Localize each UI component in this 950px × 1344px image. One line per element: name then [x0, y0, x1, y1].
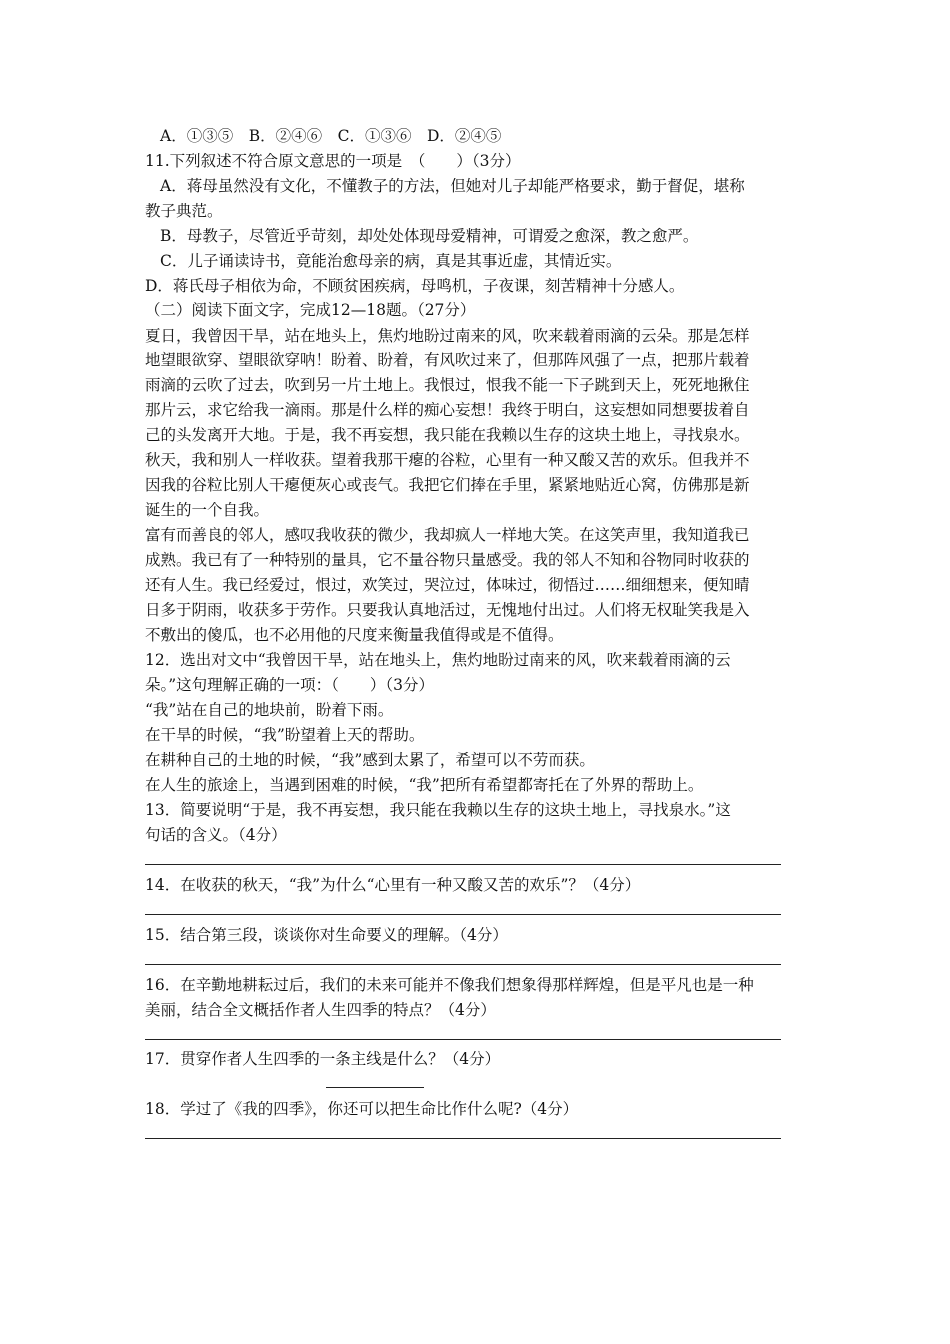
- q11-option-d: D．蒋氏母子相依为命，不顾贫困疾病，母鸣机，子夜课，刻苦精神十分感人。: [145, 277, 685, 295]
- q12-option: 在耕种自己的土地的时候，“我”感到太累了，希望可以不劳而获。: [145, 751, 595, 769]
- q12-option: 在干旱的时候，“我”盼望着上天的帮助。: [145, 726, 425, 744]
- passage-line: 成熟。我已有了一种特别的量具，它不量谷物只量感受。我的邻人不知和谷物同时收获的: [145, 551, 750, 569]
- q10-options: A．①③⑤ B．②④⑥ C．①③⑥ D．②④⑤: [160, 127, 502, 145]
- q17-answer-line[interactable]: [326, 1087, 424, 1088]
- q16-stem: 16．在辛勤地耕耘过后，我们的未来可能并不像我们想象得那样辉煌，但是平凡也是一种: [145, 976, 754, 994]
- q12-option: “我”站在自己的地块前，盼着下雨。: [145, 701, 394, 719]
- q14-stem: 14．在收获的秋天，“我”为什么“心里有一种又酸又苦的欢乐”？（4分）: [145, 876, 641, 894]
- q12-stem-cont: 朵。”这句理解正确的一项：（ ）（3分）: [145, 676, 435, 694]
- passage-line: 己的头发离开大地。于是，我不再妄想，我只能在我赖以生存的这块土地上，寻找泉水。: [145, 426, 750, 444]
- q11-stem: 11.下列叙述不符合原文意思的一项是 （ ）（3分）: [145, 152, 521, 170]
- passage-line: 日多于阴雨，收获多于劳作。只要我认真地活过，无愧地付出过。人们将无权耻笑我是入: [145, 601, 750, 619]
- q12-stem: 12．选出对文中“我曾因干旱，站在地头上，焦灼地盼过南来的风，吹来载着雨滴的云: [145, 651, 731, 669]
- q16-answer-line[interactable]: [145, 1039, 781, 1040]
- q15-answer-line[interactable]: [145, 964, 781, 965]
- q16-stem-cont: 美丽，结合全文概括作者人生四季的特点？（4分）: [145, 1001, 496, 1019]
- q14-answer-line[interactable]: [145, 914, 781, 915]
- q18-stem: 18．学过了《我的四季》，你还可以把生命比作什么呢?（4分）: [145, 1100, 579, 1118]
- passage-line: 秋天，我和别人一样收获。望着我那干瘪的谷粒，心里有一种又酸又苦的欢乐。但我并不: [145, 451, 750, 469]
- q12-option: 在人生的旅途上，当遇到困难的时候，“我”把所有希望都寄托在了外界的帮助上。: [145, 776, 704, 794]
- passage-line: 还有人生。我已经爱过，恨过，欢笑过，哭泣过，体味过，彻悟过……细细想来，便知晴: [145, 576, 750, 594]
- section-heading: （二）阅读下面文字，完成12—18题。（27分）: [145, 301, 476, 319]
- q13-stem-cont: 句话的含义。（4分）: [145, 826, 287, 844]
- q11-option-a-cont: 教子典范。: [145, 202, 223, 220]
- q11-option-a: A．蒋母虽然没有文化，不懂教子的方法，但她对儿子却能严格要求，勤于督促，堪称: [160, 177, 745, 195]
- q13-answer-line[interactable]: [145, 864, 781, 865]
- passage-line: 富有而善良的邻人，感叹我收获的微少，我却疯人一样地大笑。在这笑声里，我知道我已: [145, 526, 750, 544]
- passage-line: 诞生的一个自我。: [145, 501, 270, 519]
- q17-stem: 17．贯穿作者人生四季的一条主线是什么？（4分）: [145, 1050, 501, 1068]
- passage-line: 那片云，求它给我一滴雨。那是什么样的痴心妄想！我终于明白，这妄想如同想要拔着自: [145, 401, 750, 419]
- q18-answer-line[interactable]: [145, 1138, 781, 1139]
- q11-option-c: C．儿子诵读诗书，竟能治愈母亲的病，真是其事近虚，其情近实。: [160, 252, 622, 270]
- passage-line: 夏日，我曾因干旱，站在地头上，焦灼地盼过南来的风，吹来载着雨滴的云朵。那是怎样: [145, 327, 750, 345]
- passage-line: 不敷出的傻瓜，也不必用他的尺度来衡量我值得或是不值得。: [145, 626, 564, 644]
- q15-stem: 15．结合第三段，谈谈你对生命要义的理解。（4分）: [145, 926, 508, 944]
- passage-line: 因我的谷粒比别人干瘪便灰心或丧气。我把它们捧在手里，紧紧地贴近心窝，仿佛那是新: [145, 476, 750, 494]
- q13-stem: 13．简要说明“于是，我不再妄想，我只能在我赖以生存的这块土地上，寻找泉水。”这: [145, 801, 731, 819]
- q11-option-b: B．母教子，尽管近乎苛刻，却处处体现母爱精神，可谓爱之愈深，教之愈严。: [160, 227, 699, 245]
- passage-line: 雨滴的云吹了过去，吹到另一片土地上。我恨过，恨我不能一下子跳到天上，死死地揪住: [145, 376, 750, 394]
- passage-line: 地望眼欲穿、望眼欲穿呐！盼着、盼着，有风吹过来了，但那阵风强了一点，把那片载着: [145, 351, 750, 369]
